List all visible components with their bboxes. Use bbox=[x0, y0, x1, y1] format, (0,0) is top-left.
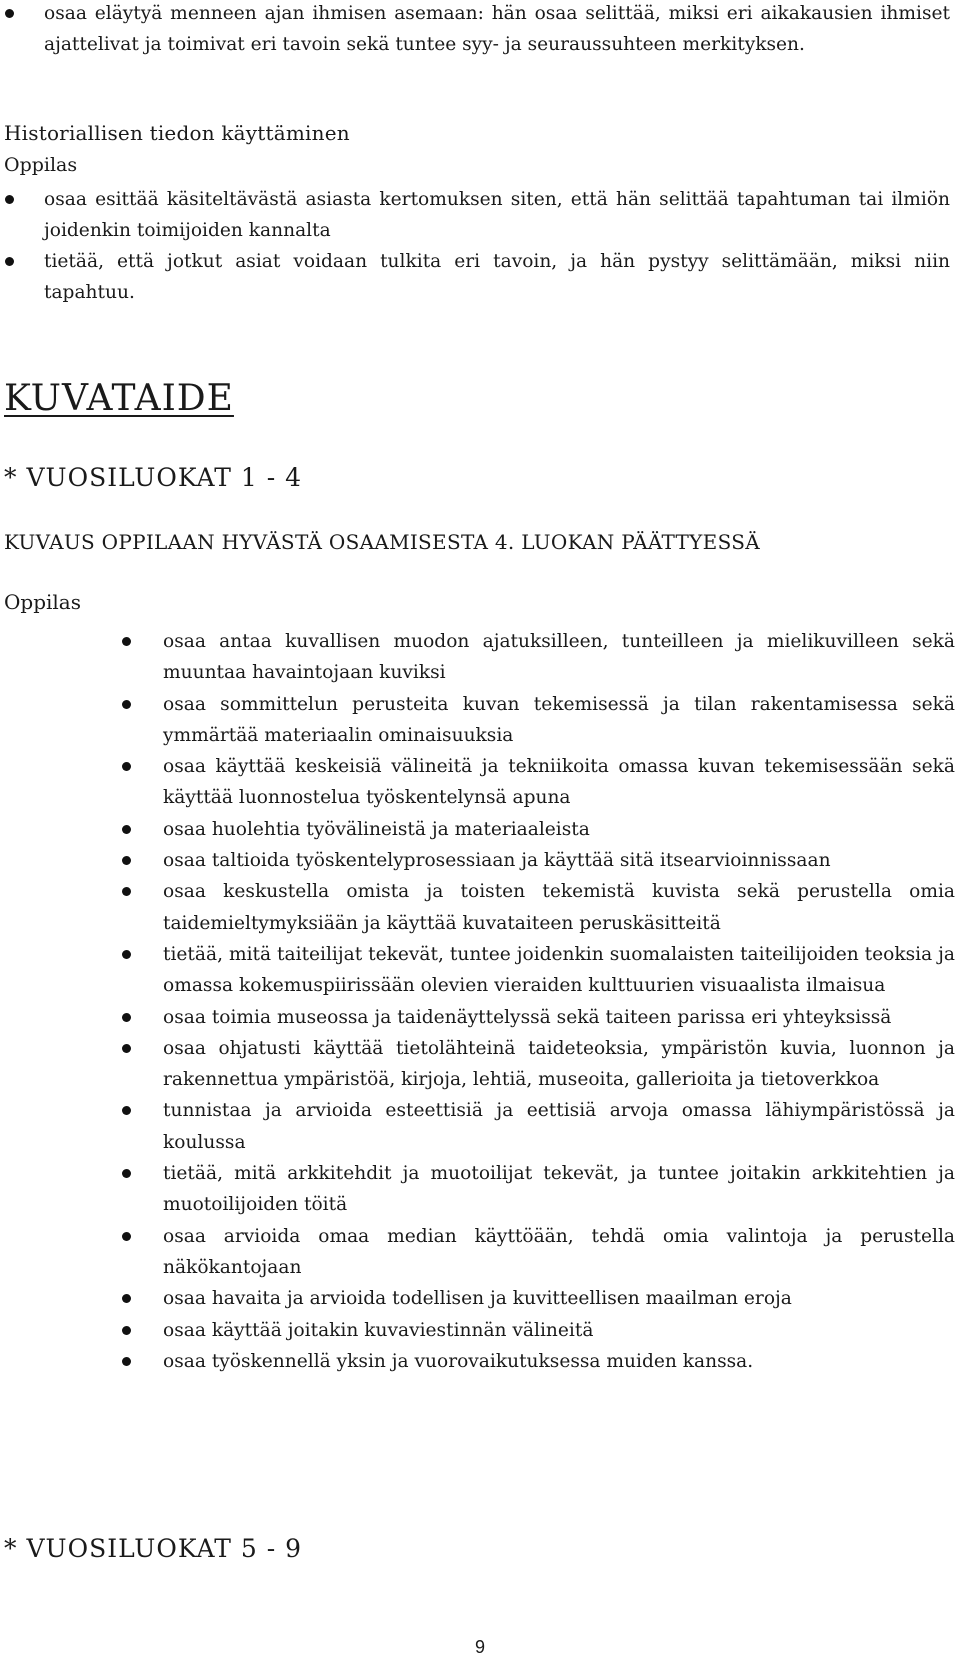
list-item: osaa toimia museossa ja taidenäyttelyssä sekä taiteen parissa eri yhteyksissä bbox=[0, 1002, 960, 1033]
subject-label: Oppilas bbox=[4, 590, 81, 614]
list-item: osaa käyttää joitakin kuvaviestinnän välineitä bbox=[0, 1315, 960, 1346]
section-heading-historiallisen-tiedon: Historiallisen tiedon käyttäminen bbox=[4, 121, 350, 145]
subject-label: Oppilas bbox=[4, 154, 78, 176]
kuvataide-bullet-list bbox=[0, 626, 960, 1377]
list-item: osaa keskustella omista ja toisten tekemistä kuvista sekä perustella omia taidemieltymyksiään ja käyttää kuvataiteen peruskäsitteitä bbox=[0, 876, 960, 939]
list-item: osaa sommittelun perusteita kuvan tekemisessä ja tilan rakentamisessa sekä ymmärtää materiaalin ominaisuuksia bbox=[0, 689, 960, 752]
description-heading: KUVAUS OPPILAAN HYVÄSTÄ OSAAMISESTA 4. LUOKAN PÄÄTTYESSÄ bbox=[4, 530, 760, 554]
list-item: osaa huolehtia työvälineistä ja materiaaleista bbox=[0, 814, 960, 845]
list-item: osaa eläytyä menneen ajan ihmisen asemaan: hän osaa selittää, miksi eri aikakausien ihmiset ajattelivat ja toimivat eri tavoin sekä tuntee syy- ja seuraussuhteen merkityksen. bbox=[0, 0, 960, 60]
page-number: 9 bbox=[474, 1637, 485, 1657]
list-item: tietää, mitä arkkitehdit ja muotoilijat tekevät, ja tuntee joitakin arkkitehtien ja muotoilijoiden töitä bbox=[0, 1158, 960, 1221]
list-item: tunnistaa ja arvioida esteettisiä ja eettisiä arvoja omassa lähiympäristössä ja koulussa bbox=[0, 1095, 960, 1158]
history-top-list bbox=[0, 0, 960, 60]
history-bullet-list bbox=[0, 184, 960, 308]
list-item: osaa käyttää keskeisiä välineitä ja tekniikoita omassa kuvan tekemisessään sekä käyttää luonnostelua työskentelynsä apuna bbox=[0, 751, 960, 814]
list-item: osaa taltioida työskentelyprosessiaan ja käyttää sitä itsearvioinnissaan bbox=[0, 845, 960, 876]
grade-heading-5-9: * VUOSILUOKAT 5 - 9 bbox=[4, 1534, 302, 1563]
list-item: tietää, mitä taiteilijat tekevät, tuntee joidenkin suomalaisten taiteilijoiden teoksia ja omassa kokemuspiirissään olevien vieraiden kulttuurien visuaalista ilmaisua bbox=[0, 939, 960, 1002]
list-item: osaa työskennellä yksin ja vuorovaikutuksessa muiden kanssa. bbox=[0, 1346, 960, 1377]
grade-heading-1-4: * VUOSILUOKAT 1 - 4 bbox=[4, 463, 302, 492]
list-item: tietää, että jotkut asiat voidaan tulkita eri tavoin, ja hän pystyy selittämään, miksi niin tapahtuu. bbox=[0, 246, 960, 308]
list-item: osaa arvioida omaa median käyttöään, tehdä omia valintoja ja perustella näkökantojaan bbox=[0, 1221, 960, 1284]
list-item: osaa esittää käsiteltävästä asiasta kertomuksen siten, että hän selittää tapahtuman tai ilmiön joidenkin toimijoiden kannalta bbox=[0, 184, 960, 246]
list-item: osaa havaita ja arvioida todellisen ja kuvitteellisen maailman eroja bbox=[0, 1283, 960, 1314]
page-title-kuvataide: KUVATAIDE bbox=[4, 378, 234, 419]
list-item: osaa antaa kuvallisen muodon ajatuksilleen, tunteilleen ja mielikuvilleen sekä muuntaa havaintojaan kuviksi bbox=[0, 626, 960, 689]
list-item: osaa ohjatusti käyttää tietolähteinä taideteoksia, ympäristön kuvia, luonnon ja rakennettua ympäristöä, kirjoja, lehtiä, museoita, gallerioita ja tietoverkkoa bbox=[0, 1033, 960, 1096]
